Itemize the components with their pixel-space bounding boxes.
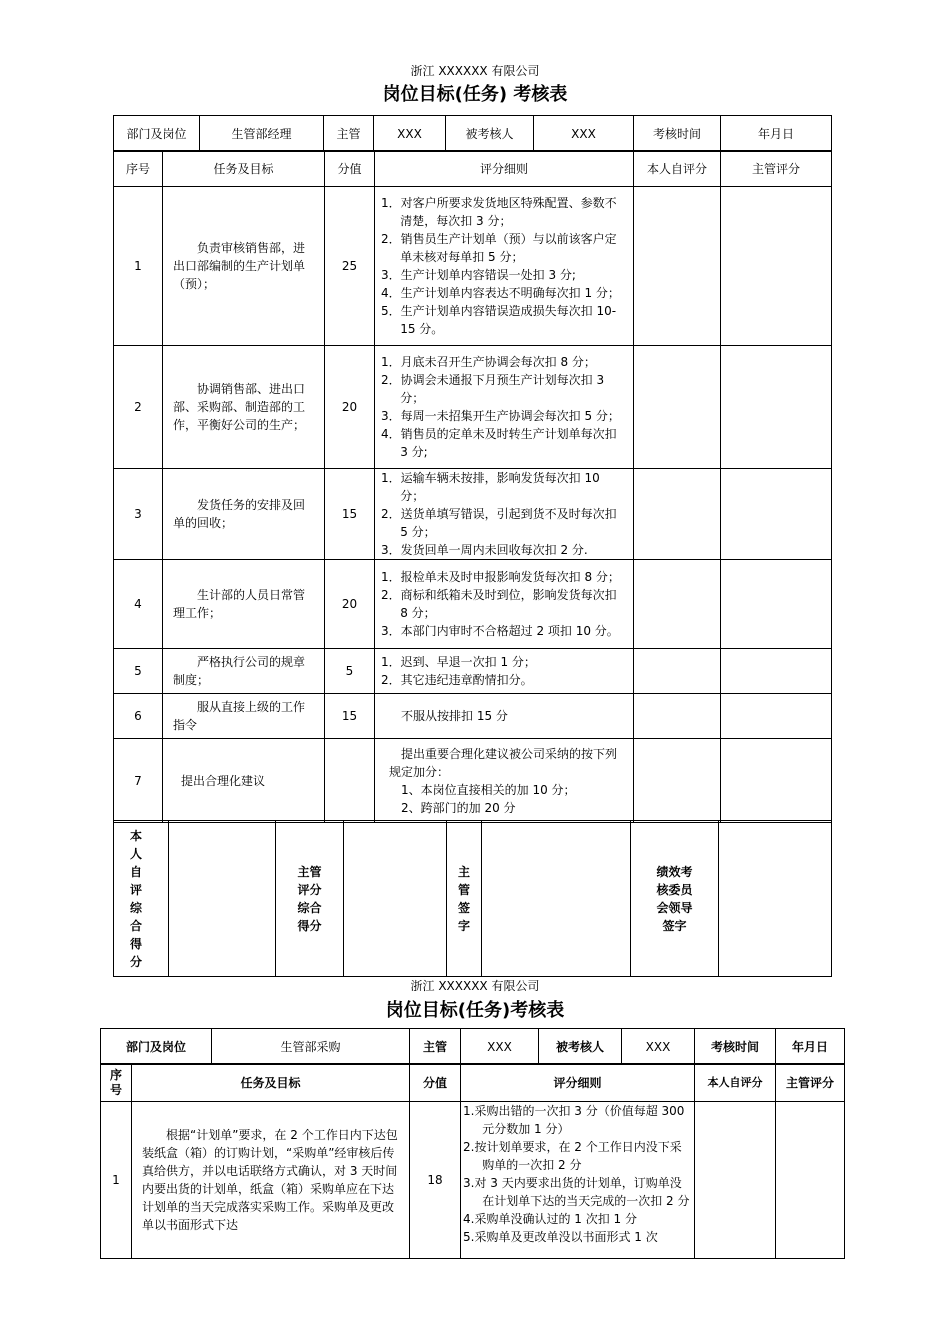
self-score-cell[interactable] bbox=[634, 469, 721, 560]
detail-item: 2．销售员生产计划单（预）与以前该客户定单未核对每单扣 5 分； bbox=[381, 232, 617, 264]
supervisor-label: 主管 bbox=[324, 116, 374, 152]
row-no: 6 bbox=[114, 694, 163, 739]
detail-item: 4.采购单没确认过的 1 次扣 1 分 bbox=[463, 1212, 637, 1226]
row-no: 1 bbox=[114, 187, 163, 346]
row-details bbox=[375, 560, 634, 649]
col-self-score: 本人自评分 bbox=[695, 1064, 776, 1102]
self-score-cell[interactable] bbox=[634, 739, 721, 823]
detail-item: 提出重要合理化建议被公司采纳的按下列规定加分： bbox=[389, 746, 618, 779]
detail-item: 5．生产计划单内容错误造成损失每次扣 10-15 分。 bbox=[381, 304, 617, 336]
table-row bbox=[114, 739, 832, 823]
supervisor-score-cell[interactable] bbox=[721, 694, 832, 739]
committee-sign-label: 绩效考核委员会领导签字 bbox=[631, 821, 719, 977]
self-score-cell[interactable] bbox=[634, 694, 721, 739]
row-task: 提出合理化建议 bbox=[163, 739, 325, 823]
header-row bbox=[114, 116, 832, 152]
row-no: 7 bbox=[114, 739, 163, 823]
detail-item: 2.按计划单要求，在 2 个工作日内没下采购单的一次扣 2 分 bbox=[463, 1140, 682, 1172]
column-header-row bbox=[114, 151, 832, 187]
row-score: 18 bbox=[410, 1102, 461, 1259]
row-task: 发货任务的安排及回单的回收； bbox=[163, 469, 325, 560]
header-row-2 bbox=[101, 1029, 845, 1065]
detail-item: 2．其它违纪违章酌情扣分。 bbox=[381, 673, 533, 687]
row-task: 协调销售部、进出口部、采购部、制造部的工作，平衡好公司的生产； bbox=[163, 346, 325, 469]
time-label: 考核时间 bbox=[695, 1029, 776, 1065]
supervisor-score-cell[interactable] bbox=[776, 1102, 845, 1259]
row-details bbox=[375, 739, 634, 823]
self-score-cell[interactable] bbox=[634, 187, 721, 346]
row-details bbox=[375, 694, 634, 739]
detail-item: 2．协调会未通报下月预生产计划每次扣 3 分； bbox=[381, 373, 605, 405]
detail-item: 1．报检单未及时申报影响发货每次扣 8 分； bbox=[381, 570, 620, 584]
table-row bbox=[114, 187, 832, 346]
signature-row bbox=[114, 821, 832, 977]
supervisor-score-cell[interactable] bbox=[721, 649, 832, 694]
assessee-label: 被考核人 bbox=[539, 1029, 622, 1065]
dept-value: 生管部经理 bbox=[200, 116, 324, 152]
row-details bbox=[375, 187, 634, 346]
detail-item: 1、本岗位直接相关的加 10 分； bbox=[401, 782, 576, 797]
row-score bbox=[325, 739, 375, 823]
col-score: 分值 bbox=[325, 151, 375, 187]
time-value: 年月日 bbox=[776, 1029, 845, 1065]
col-task: 任务及目标 bbox=[163, 151, 325, 187]
table-row bbox=[114, 469, 832, 560]
column-header-row-2 bbox=[101, 1064, 845, 1102]
row-no: 5 bbox=[114, 649, 163, 694]
detail-item: 3．每周一未招集开生产协调会每次扣 5 分； bbox=[381, 409, 620, 423]
table-row bbox=[114, 560, 832, 649]
detail-item: 1．月底未召开生产协调会每次扣 8 分； bbox=[381, 355, 596, 369]
table-row bbox=[101, 1102, 845, 1259]
supervisor-value: XXX bbox=[461, 1029, 539, 1065]
self-total-label: 本人自评综合得分 bbox=[114, 821, 169, 977]
self-score-cell[interactable] bbox=[634, 346, 721, 469]
detail-item: 5.采购单及更改单没以书面形式 1 次 bbox=[463, 1230, 658, 1244]
table-row bbox=[114, 649, 832, 694]
detail-item: 1．迟到、早退一次扣 1 分； bbox=[381, 655, 536, 669]
committee-sign-cell[interactable] bbox=[719, 821, 832, 977]
row-no: 2 bbox=[114, 346, 163, 469]
detail-item: 2．商标和纸箱未及时到位，影响发货每次扣 8 分； bbox=[381, 588, 617, 620]
supervisor-score-cell[interactable] bbox=[721, 469, 832, 560]
table-row bbox=[114, 694, 832, 739]
row-score: 15 bbox=[325, 469, 375, 560]
detail-item: 4．生产计划单内容表达不明确每次扣 1 分； bbox=[381, 286, 620, 300]
row-details bbox=[375, 346, 634, 469]
company-name: 浙江 XXXXXX 有限公司 bbox=[410, 64, 540, 78]
assessment-table bbox=[113, 115, 832, 152]
signature-table bbox=[113, 820, 832, 977]
time-label: 考核时间 bbox=[634, 116, 721, 152]
supervisor-sign-label: 主管签字 bbox=[447, 821, 482, 977]
col-details: 评分细则 bbox=[461, 1064, 695, 1102]
assessment-table-body bbox=[113, 150, 832, 823]
supervisor-score-cell[interactable] bbox=[721, 346, 832, 469]
row-score: 15 bbox=[325, 694, 375, 739]
row-no: 1 bbox=[101, 1102, 132, 1259]
col-self-score: 本人自评分 bbox=[634, 151, 721, 187]
supervisor-value: XXX bbox=[374, 116, 446, 152]
row-no: 4 bbox=[114, 560, 163, 649]
company-name-2: 浙江 XXXXXX 有限公司 bbox=[410, 979, 540, 993]
assessee-value: XXX bbox=[534, 116, 634, 152]
table-row bbox=[114, 346, 832, 469]
detail-item: 3.对 3 天内要求出货的计划单，订购单没在计划单下达的当天完成的一次扣 2 分 bbox=[463, 1176, 690, 1208]
col-task: 任务及目标 bbox=[132, 1064, 410, 1102]
col-supervisor-score: 主管评分 bbox=[721, 151, 832, 187]
dept-value: 生管部采购 bbox=[212, 1029, 410, 1065]
self-score-cell[interactable] bbox=[695, 1102, 776, 1259]
col-score: 分值 bbox=[410, 1064, 461, 1102]
row-task: 负责审核销售部，进出口部编制的生产计划单（预）； bbox=[163, 187, 325, 346]
assessment-table-2 bbox=[100, 1028, 845, 1065]
page-title-2: 岗位目标(任务)考核表 bbox=[385, 1000, 565, 1021]
row-task: 服从直接上级的工作指令 bbox=[163, 694, 325, 739]
self-score-cell[interactable] bbox=[634, 560, 721, 649]
detail-item: 3．生产计划单内容错误一处扣 3 分; bbox=[381, 268, 576, 282]
row-task: 严格执行公司的规章制度； bbox=[163, 649, 325, 694]
supervisor-score-cell[interactable] bbox=[721, 187, 832, 346]
detail-item: 1.采购出错的一次扣 3 分（价值每超 300 元分数加 1 分） bbox=[463, 1104, 685, 1136]
detail-item: 2．送货单填写错误，引起到货不及时每次扣 5 分； bbox=[381, 507, 617, 539]
detail-item: 3．本部门内审时不合格超过 2 项扣 10 分。 bbox=[381, 624, 619, 638]
col-no: 序号 bbox=[101, 1064, 132, 1102]
row-score: 20 bbox=[325, 346, 375, 469]
time-value: 年月日 bbox=[721, 116, 832, 152]
supervisor-score-cell[interactable] bbox=[721, 560, 832, 649]
supervisor-sign-cell[interactable] bbox=[482, 821, 631, 977]
supervisor-total-cell[interactable] bbox=[344, 821, 447, 977]
row-details bbox=[461, 1102, 695, 1259]
self-score-cell[interactable] bbox=[634, 649, 721, 694]
row-details bbox=[375, 649, 634, 694]
row-score: 20 bbox=[325, 560, 375, 649]
supervisor-score-cell[interactable] bbox=[721, 739, 832, 823]
assessment-table-2-body bbox=[100, 1063, 845, 1259]
row-details bbox=[375, 469, 634, 560]
col-no: 序号 bbox=[114, 151, 163, 187]
detail-item: 1．对客户所要求发货地区特殊配置、参数不清楚，每次扣 3 分； bbox=[381, 196, 617, 228]
assessee-value: XXX bbox=[622, 1029, 695, 1065]
col-supervisor-score: 主管评分 bbox=[776, 1064, 845, 1102]
detail-item: 3．发货回单一周内未回收每次扣 2 分. bbox=[381, 543, 588, 557]
detail-item: 4．销售员的定单未及时转生产计划单每次扣 3 分; bbox=[381, 427, 617, 459]
col-details: 评分细则 bbox=[375, 151, 634, 187]
supervisor-total-label: 主管评分综合得分 bbox=[276, 821, 344, 977]
row-score: 25 bbox=[325, 187, 375, 346]
detail-item: 不服从按排扣 15 分 bbox=[401, 709, 508, 723]
dept-label: 部门及岗位 bbox=[101, 1029, 212, 1065]
row-task: 根据“计划单”要求，在 2 个工作日内下达包装纸盒（箱）的订购计划，“采购单”经审核后传真给供方，并以电话联络方式确认，对 3 天时间内要出货的计划单，纸盒（箱）采购单应在下达计划单的当天完成落实采购工作。采购单及更改单以书面形式下达 bbox=[132, 1102, 410, 1259]
row-task: 生计部的人员日常管理工作； bbox=[163, 560, 325, 649]
row-score: 5 bbox=[325, 649, 375, 694]
dept-label: 部门及岗位 bbox=[114, 116, 200, 152]
page-title: 岗位目标(任务) 考核表 bbox=[382, 84, 568, 105]
detail-item: 2、跨部门的加 20 分 bbox=[401, 800, 516, 815]
assessee-label: 被考核人 bbox=[446, 116, 534, 152]
self-total-cell[interactable] bbox=[169, 821, 276, 977]
detail-item: 1．运输车辆未按排，影响发货每次扣 10 分； bbox=[381, 471, 600, 503]
supervisor-label: 主管 bbox=[410, 1029, 461, 1065]
row-no: 3 bbox=[114, 469, 163, 560]
